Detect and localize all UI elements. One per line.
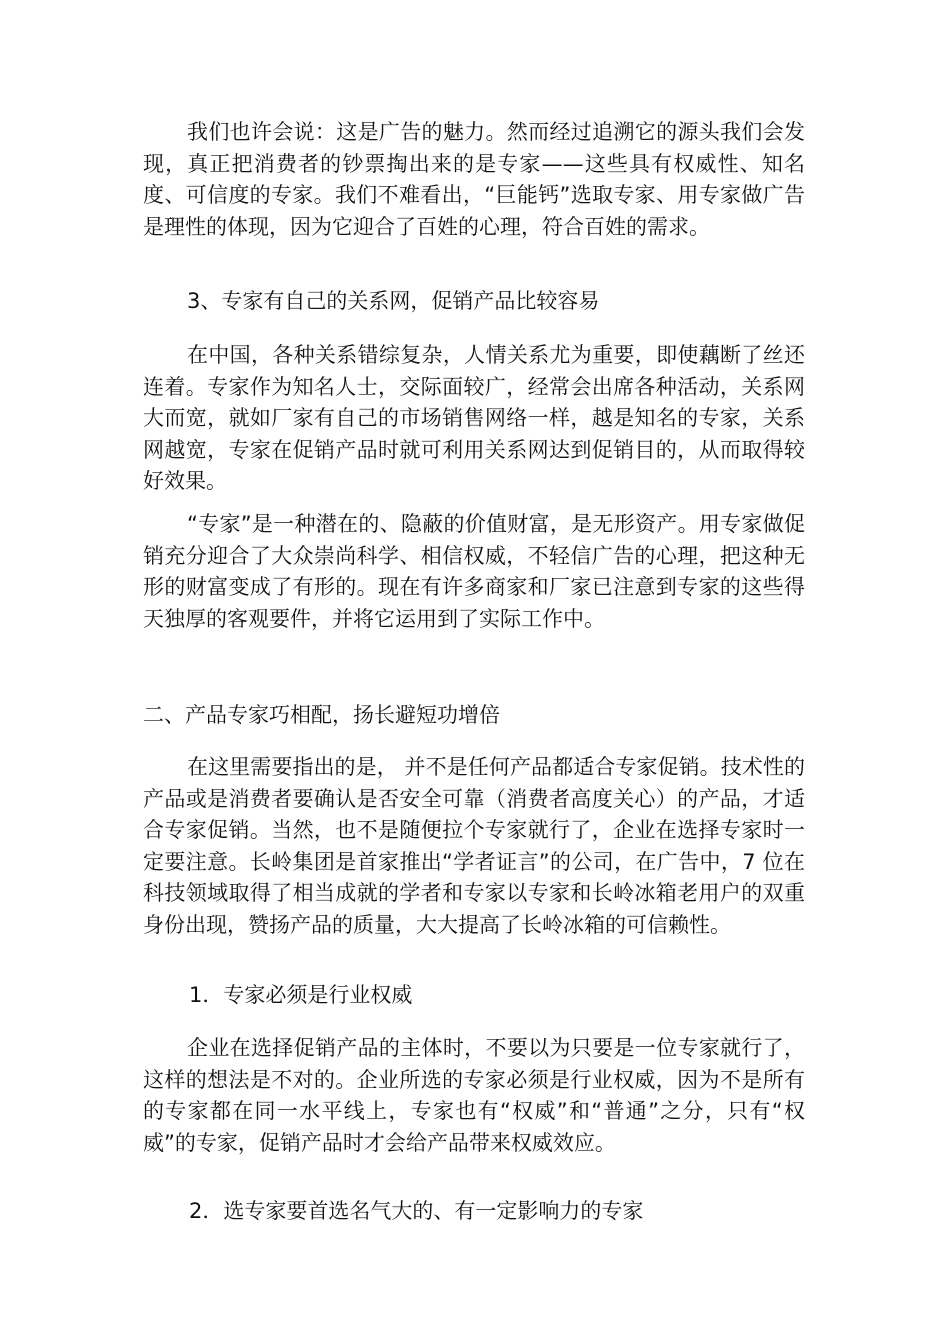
subheading-1-industry-authority: 1．专家必须是行业权威: [189, 983, 413, 1007]
paragraph-expert-suitability: 在这里需要指出的是， 并不是任何产品都适合专家促销。技术性的产品或是消费者要确认是否安全可靠（消费者高度关心）的产品，才适合专家促销。当然，也不是随便拉个专家就行了，企业在选择专家时一定要注意。长岭集团是首家推出“学者证言”的公司，在广告中，7 位在科技领域取得了相当成就的学者和专家以专家和长岭冰箱老用户的双重身份出现，赞扬产品的质量，大大提高了长岭冰箱的可信赖性。: [143, 755, 805, 937]
subheading-3-relationship-network: 3、专家有自己的关系网，促销产品比较容易: [187, 289, 600, 313]
paragraph-advertising-charm: 我们也许会说：这是广告的魅力。然而经过追溯它的源头我们会发现，真正把消费者的钞票掏出来的是专家——这些具有权威性、知名度、可信度的专家。我们不难看出，“巨能钙”选取专家、用专家做广告是理性的体现，因为它迎合了百姓的心理，符合百姓的需求。: [143, 120, 805, 239]
section-heading-2-product-expert-match: 二、产品专家巧相配，扬长避短功增倍: [143, 703, 500, 727]
paragraph-relationship-network: 在中国，各种关系错综复杂，人情关系尤为重要，即使藕断了丝还连着。专家作为知名人士，交际面较广，经常会出席各种活动，关系网大而宽，就如厂家有自己的市场销售网络一样，越是知名的专家，关系网越宽，专家在促销产品时就可利用关系网达到促销目的，从而取得较好效果。: [143, 343, 805, 493]
subheading-2-famous-experts: 2．选专家要首选名气大的、有一定影响力的专家: [189, 1199, 644, 1223]
paragraph-intangible-assets: “专家”是一种潜在的、隐蔽的价值财富，是无形资产。用专家做促销充分迎合了大众崇尚科学、相信权威，不轻信广告的心理，把这种无形的财富变成了有形的。现在有许多商家和厂家已注意到专家的这些得天独厚的客观要件，并将它运用到了实际工作中。: [143, 512, 805, 631]
paragraph-industry-authority: 企业在选择促销产品的主体时，不要以为只要是一位专家就行了，这样的想法是不对的。企业所选的专家必须是行业权威，因为不是所有的专家都在同一水平线上，专家也有“权威”和“普通”之分，只有“权威”的专家，促销产品时才会给产品带来权威效应。: [143, 1036, 805, 1155]
